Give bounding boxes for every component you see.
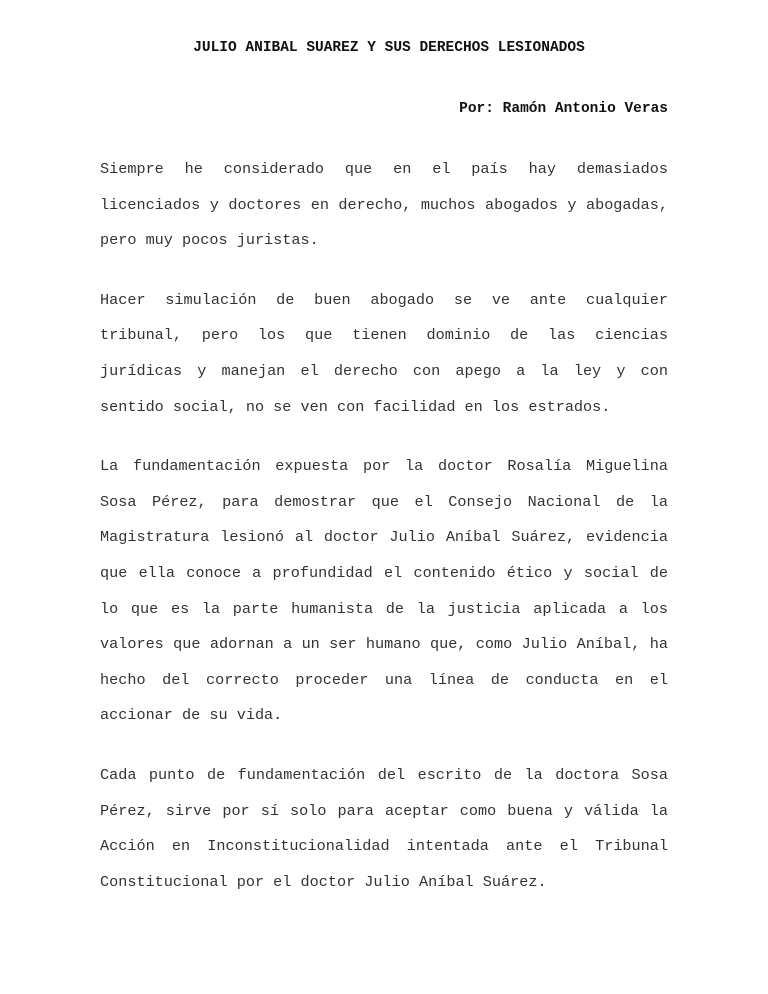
paragraph-2: Hacer simulación de buen abogado se ve ante cualquier tribunal, pero los que tienen dominio de las ciencias jurídicas y manejan el derecho con apego a la ley y con sentido social, no se ven con facilidad en los estrados. bbox=[100, 290, 668, 416]
document-page bbox=[100, 38, 668, 900]
paragraph-3: La fundamentación expuesta por la doctor Rosalía Miguelina Sosa Pérez, para demostrar que el Consejo Nacional de la Magistratura lesionó al doctor Julio Aníbal Suárez, evidencia que ella conoce a profundidad el contenido ético y social de lo que es la parte humanista de la justicia aplicada a los valores que adornan a un ser humano que, como Julio Aníbal, ha hecho del correcto proceder una línea de conducta en el accionar de su vida. bbox=[100, 457, 668, 725]
paragraph-4: Cada punto de fundamentación del escrito de la doctora Sosa Pérez, sirve por sí solo para aceptar como buena y válida la Acción en Inconstitucionalidad intentada ante el Tribunal Constitucional por el doctor Julio Aníbal Suárez. bbox=[100, 765, 668, 891]
paragraph-1: Siempre he considerado que en el país hay demasiados licenciados y doctores en derecho, muchos abogados y abogadas, pero muy pocos juristas. bbox=[100, 160, 668, 250]
author-byline: Por: Ramón Antonio Veras bbox=[459, 101, 668, 117]
document-title: JULIO ANIBAL SUAREZ Y SUS DERECHOS LESIONADOS bbox=[193, 40, 585, 56]
